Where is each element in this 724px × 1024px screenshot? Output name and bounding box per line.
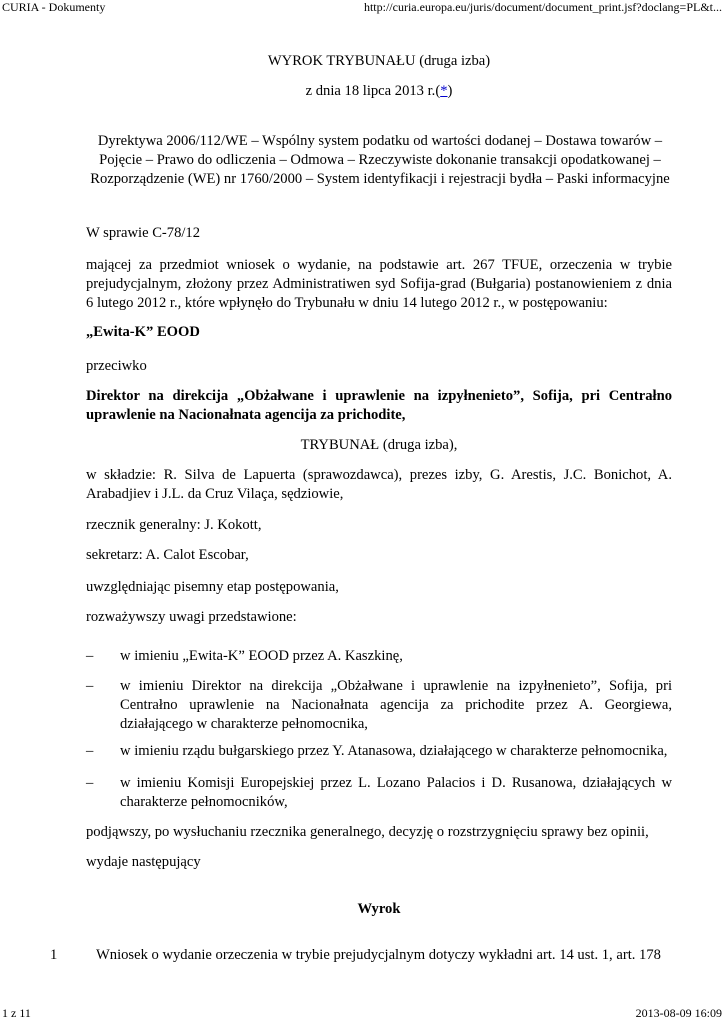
judgment-heading: Wyrok <box>357 901 401 917</box>
defendant-party: Direktor na direkcija „Obżałwane i uprawlenie na izpyłnenieto”, Sofija, pri Centrałno uprawlenie na Nacionałnata agencija za prichodite, <box>86 388 672 423</box>
registrar: sekretarz: A. Calot Escobar, <box>86 547 249 563</box>
judgment-date <box>86 82 672 101</box>
observation-item <box>86 742 672 761</box>
print-datetime: 2013-08-09 16:09 <box>635 1006 722 1020</box>
advocate-general: rzecznik generalny: J. Kokott, <box>86 517 262 533</box>
page-counter: 1 z 11 <box>2 1006 31 1020</box>
observation-item <box>86 647 672 666</box>
footnote-link[interactable]: * <box>440 83 448 99</box>
browser-page-title: CURIA - Dokumenty <box>2 0 106 14</box>
written-procedure: uwzględniając pisemny etap postępowania, <box>86 579 339 595</box>
list-dash: – <box>86 775 94 791</box>
observations-intro: rozważywszy uwagi przedstawione: <box>86 609 297 625</box>
date-prefix: z dnia 18 lipca 2013 r.( <box>305 83 441 99</box>
paragraph-number: 1 <box>50 947 58 963</box>
list-dash: – <box>86 743 94 759</box>
issues-line: wydaje następujący <box>86 854 201 870</box>
reference-text: mającej za przedmiot wniosek o wydanie, na podstawie art. 267 TFUE, orzeczenia w trybie prejudycjalnym, złożony przez Administratiwen syd Sofija-grad (Bułgaria) postanowieniem z dnia 6 lutego 2012 r., które wpłynęło do Trybunału w dniu 14 lutego 2012 r., w postępowaniu: <box>86 257 672 311</box>
judgment-title: WYROK TRYBUNAŁU (druga izba) <box>267 53 491 69</box>
observation-text: w imieniu „Ewita‑K” EOOD przez A. Kaszkinę, <box>120 648 403 664</box>
paragraph-text: Wniosek o wydanie orzeczenia w trybie prejudycjalnym dotyczy wykładni art. 14 ust. 1, art. 178 <box>96 947 661 963</box>
observation-item <box>86 677 672 734</box>
observation-text: w imieniu Direktor na direkcija „Obżałwane i uprawlenie na izpyłnenieto”, Sofija, pri Centrałno uprawlenie na Nacionałnata agencija za prichodite przez A. Georgiewa, działającego w charakterze pełnomocnika, <box>120 678 672 732</box>
decision-without-opinion: podjąwszy, po wysłuchaniu rzecznika generalnego, decyzję o rozstrzygnięciu sprawy bez opinii, <box>86 824 649 840</box>
list-dash: – <box>86 648 94 664</box>
observation-item <box>86 774 672 812</box>
court-name: TRYBUNAŁ (druga izba), <box>300 437 458 453</box>
court-composition: w składzie: R. Silva de Lapuerta (sprawozdawca), prezes izby, G. Arestis, J.C. Bonichot, A. Arabadjiev i J.L. da Cruz Vilaça, sędziowie, <box>86 467 672 502</box>
page-url: http://curia.europa.eu/juris/document/document_print.jsf?doclang=PL&t... <box>363 0 722 14</box>
date-suffix: ) <box>447 83 453 99</box>
keywords: Dyrektywa 2006/112/WE – Wspólny system podatku od wartości dodanej – Dostawa towarów – Pojęcie – Prawo do odliczenia – Odmowa – Rzeczywiste dokonanie transakcji opodatkowanej – Rozporządzenie (WE) nr 1760/2000 – System identyfikacji i rejestracji bydła – Paski informacyjne <box>90 133 670 187</box>
list-dash: – <box>86 678 94 694</box>
versus: przeciwko <box>86 358 147 374</box>
case-number: W sprawie C‑78/12 <box>86 225 201 241</box>
applicant-party: „Ewita‑K” EOOD <box>86 324 200 340</box>
observation-text: w imieniu rządu bułgarskiego przez Y. Atanasowa, działającego w charakterze pełnomocnika, <box>120 743 668 759</box>
observation-text: w imieniu Komisji Europejskiej przez L. Lozano Palacios i D. Rusanowa, działających w charakterze pełnomocników, <box>120 775 672 810</box>
